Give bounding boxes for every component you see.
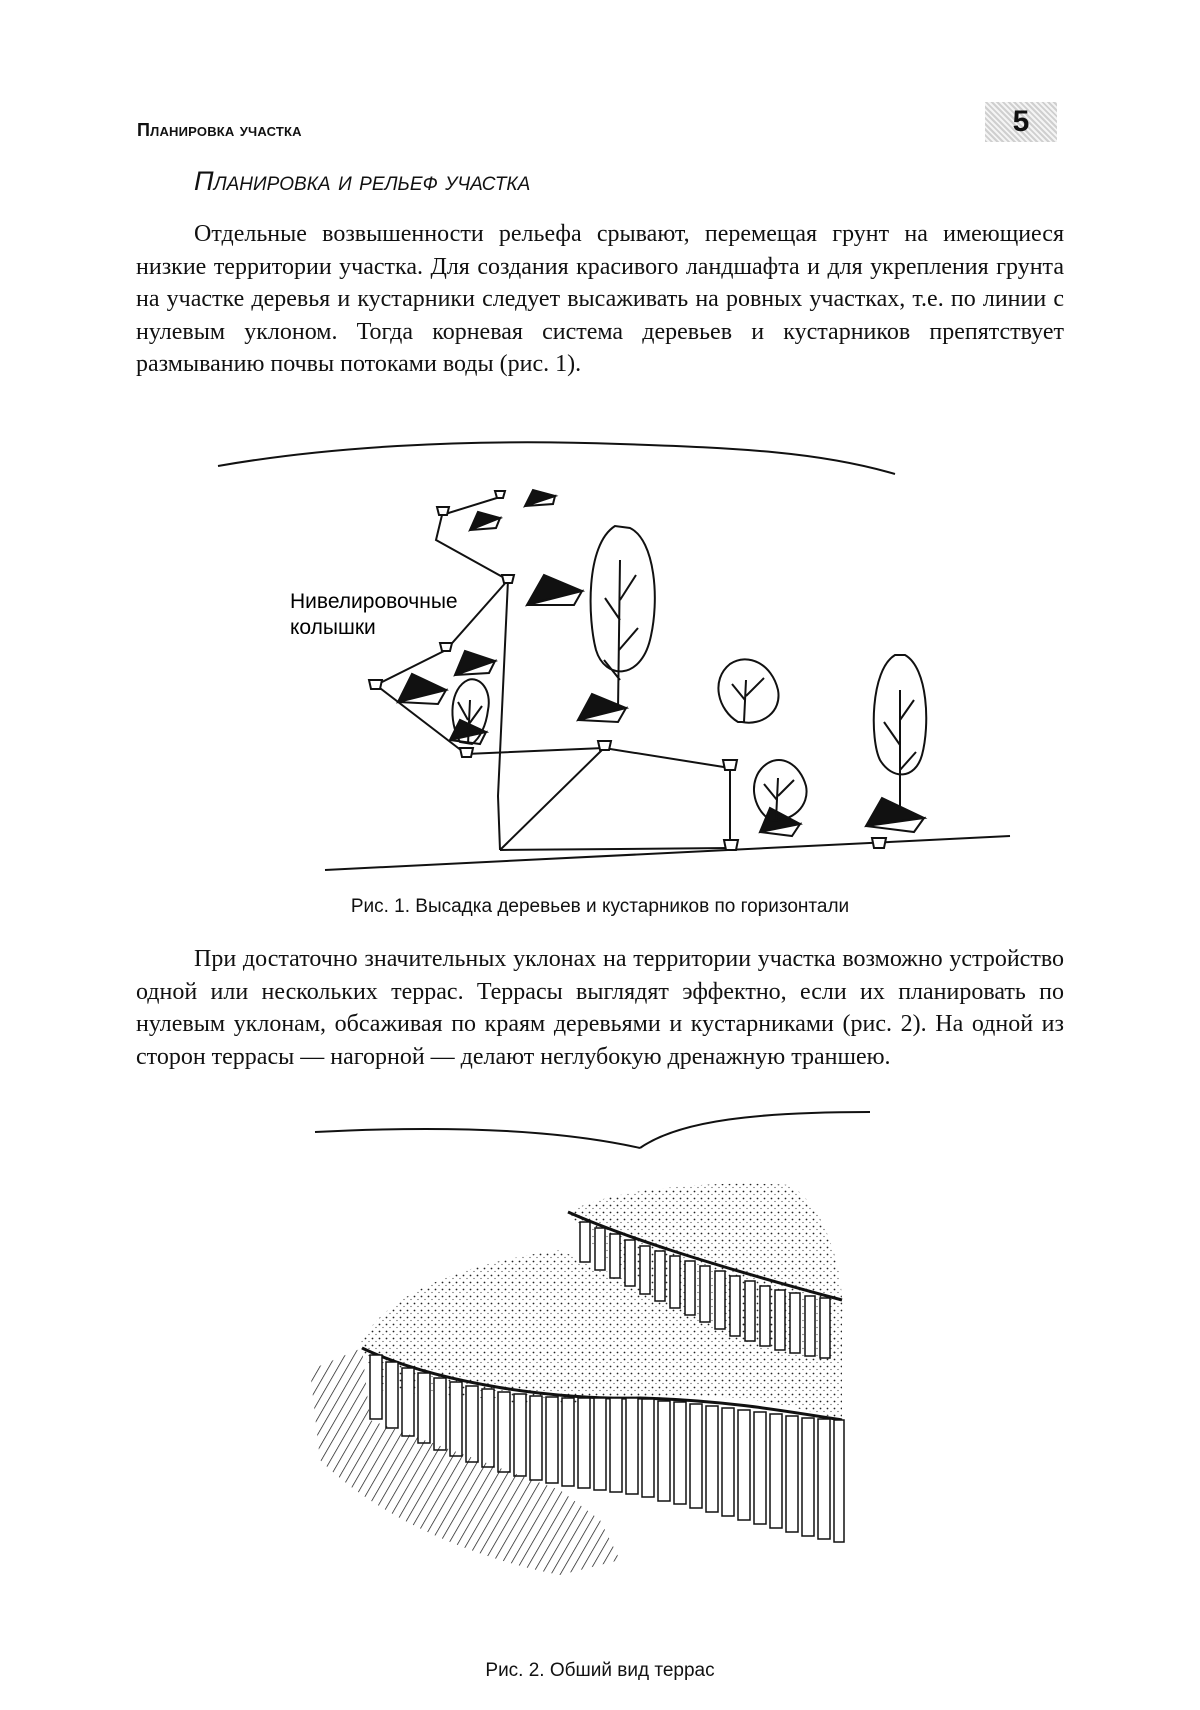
figure-1-label-line-2: колышки [290, 616, 376, 639]
figure-2-caption: Рис. 2. Обший вид террас [485, 1660, 715, 1681]
page-number-text: 5 [1012, 105, 1030, 138]
section-title: Планировка и рельеф участка [194, 166, 531, 196]
running-head: Планировка участка [137, 120, 302, 140]
figure-1-label-line-1: Нивелировочные [290, 590, 458, 613]
paragraph-2: При достаточно значительных уклонах на территории участка возможно устройство одной или нескольких террас. Террасы выглядят эффектно, если их планировать по нулевым уклонам, обсаживая по краям деревьями и кустарниками (рис. 2). На одной из сторон террасы — нагорной — делают неглубокую дренажную траншею. [136, 946, 1064, 1070]
figure-2-illustration [0, 1100, 1200, 1660]
page-number [985, 102, 1057, 142]
figure-1-illustration [0, 420, 1200, 890]
figure-1-caption: Рис. 1. Высадка деревьев и кустарников по горизонтали [350, 896, 850, 917]
paragraph-1: Отдельные возвышенности рельефа срывают, перемещая грунт на имеющиеся низкие территории участка. Для создания красивого ландшафта и для укрепления грунта на участке деревья и кустарники следует высаживать на ровных участках, т.е. по линии с нулевым уклоном. Тогда корневая система деревьев и кустарников препятствует размыванию почвы потоками воды (рис. 1). [136, 221, 1064, 378]
